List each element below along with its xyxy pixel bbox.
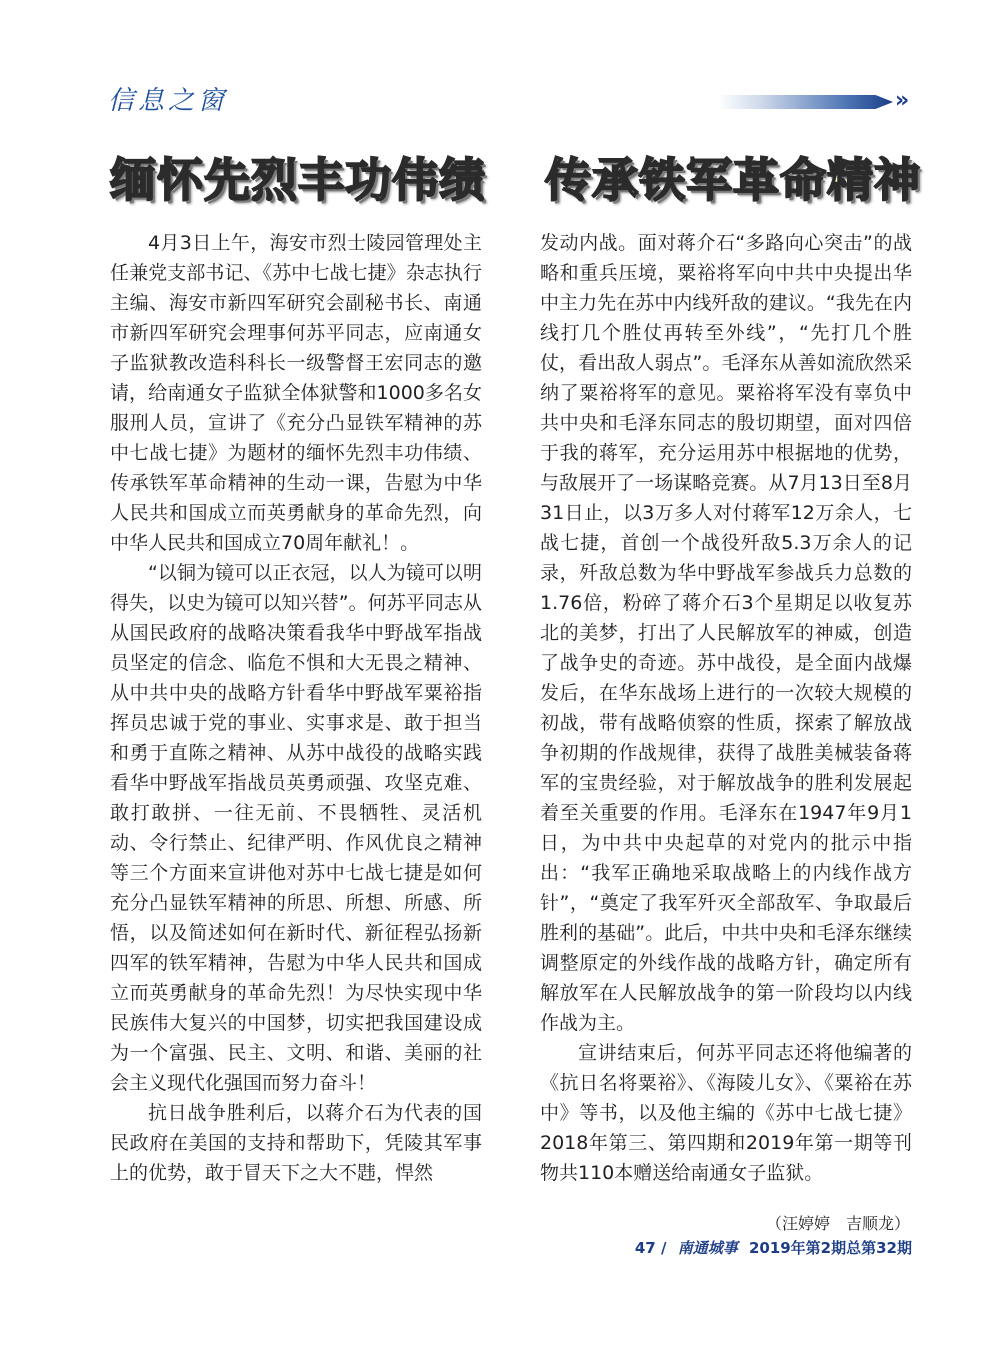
header-decor-bar <box>718 95 893 109</box>
double-chevron-right-icon: » <box>895 88 910 113</box>
headline-part1: 缅怀先烈丰功伟绩 <box>110 153 486 207</box>
article-paragraph: 4月3日上午，海安市烈士陵园管理处主任兼党支部书记、《苏中七战七捷》杂志执行主编、海安市新四军研究会副秘书长、南通市新四军研究会理事何苏平同志，应南通女子监狱教改造科科长一级警督王宏同志的邀请，给南通女子监狱全体狱警和1000多名女服刑人员，宣讲了《充分凸显铁军精神的苏中七战七捷》为题材的缅怀先烈丰功伟绩、传承铁军革命精神的生动一课，告慰为中华人民共和国成立而英勇献身的革命先烈，向中华人民共和国成立70周年献礼！。 <box>110 232 482 554</box>
byline: （汪婷婷 吉顺龙） <box>765 1214 910 1233</box>
article-paragraph: 抗日战争胜利后，以蒋介石为代表的国民政府在美国的支持和帮助下，凭陵其军事上的优势，敢于冒天下之大不韪，悍然 <box>110 1102 482 1184</box>
headline-part2: 传承铁军革命精神 <box>545 153 921 207</box>
page-footer <box>600 1237 912 1259</box>
article-paragraph: 发动内战。面对蒋介石“多路向心突击”的战略和重兵压境，粟裕将军向中共中央提出华中主力先在苏中内线歼敌的建议。“我先在内线打几个胜仗再转至外线”，“先打几个胜仗，看出敌人弱点”。毛泽东从善如流欣然采纳了粟裕将军的意见。粟裕将军没有辜负中共中央和毛泽东同志的殷切期望，面对四倍于我的蒋军，充分运用苏中根据地的优势，与敌展开了一场谋略竞赛。从7月13日至8月31日止，以3万多人对付蒋军12万余人，七战七捷，首创一个战役歼敌5.3万余人的记录，歼敌总数为华中野战军参战兵力总数的1.76倍，粉碎了蒋介石3个星期足以收复苏北的美梦，打出了人民解放军的神威，创造了战争史的奇迹。苏中战役，是全面内战爆发后，在华东战场上进行的一次较大规模的初战，带有战略侦察的性质，探索了解放战争初期的作战规律，获得了战胜美械装备蒋军的宝贵经验，对于解放战争的胜利发展起着至关重要的作用。毛泽东在1947年9月1日，为中共中央起草的对党内的批示中指出：“我军正确地采取战略上的内线作战方针”，“奠定了我军歼灭全部敌军、争取最后胜利的基础”。此后，中共中央和毛泽东继续调整原定的外线作战的战略方针，确定所有解放军在人民解放战争的第一阶段均以内线作战为主。 <box>540 232 912 1034</box>
page-number: 47 <box>634 1239 656 1257</box>
magazine-name: 南通城事 <box>677 1239 738 1257</box>
issue-info: 2019年第2期总第32期 <box>748 1239 912 1257</box>
article-paragraph: “以铜为镜可以正衣冠，以人为镜可以明得失，以史为镜可以知兴替”。何苏平同志从从国民政府的战略决策看我华中野战军指战员坚定的信念、临危不惧和大无畏之精神、从中共中央的战略方针看华中野战军粟裕指挥员忠诚于党的事业、实事求是、敢于担当和勇于直陈之精神、从苏中战役的战略实践看华中野战军指战员英勇顽强、攻坚克难、敢打敢拼、一往无前、不畏牺牲、灵活机动、令行禁止、纪律严明、作风优良之精神等三个方面来宣讲他对苏中七战七捷是如何充分凸显铁军精神的所思、所想、所感、所悟，以及简述如何在新时代、新征程弘扬新四军的铁军精神，告慰为中华人民共和国成立而英勇献身的革命先烈！为尽快实现中华民族伟大复兴的中国梦，切实把我国建设成为一个富强、民主、文明、和谐、美丽的社会主义现代化强国而努力奋斗！ <box>110 562 482 1094</box>
article-column-right <box>540 228 912 1188</box>
article-column-left <box>110 228 482 1188</box>
footer-separator: / <box>660 1239 667 1257</box>
article-paragraph: 宣讲结束后，何苏平同志还将他编著的《抗日名将粟裕》、《海陵儿女》、《粟裕在苏中》等书，以及他主编的《苏中七战七捷》2018年第三、第四期和2019年第一期等刊物共110本赠送给南通女子监狱。 <box>540 1042 912 1184</box>
section-label: 信息之窗 <box>108 86 229 116</box>
